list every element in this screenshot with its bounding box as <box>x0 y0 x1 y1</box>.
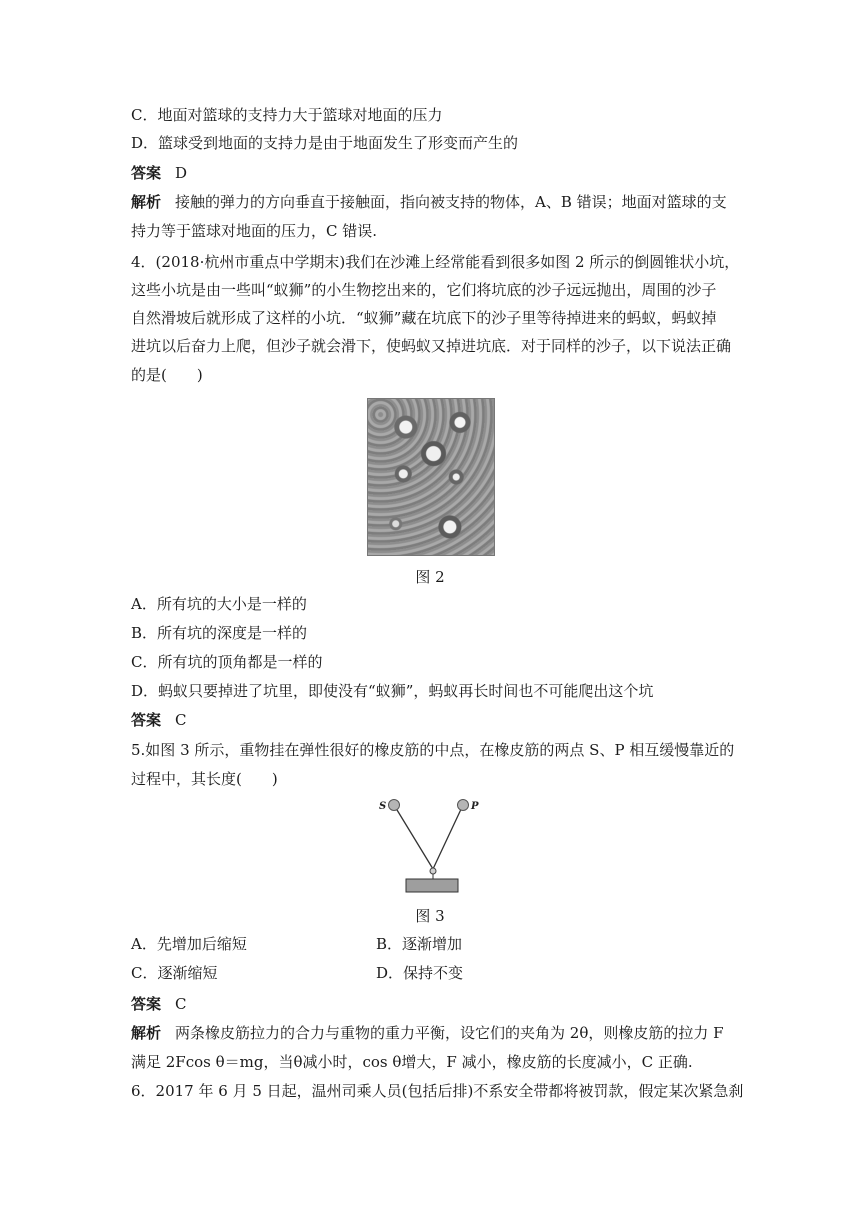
q4-option-d: D．蚂蚁只要掉进了坑里，即使没有“蚁狮”，蚂蚁再长时间也不可能爬出这个坑 <box>131 682 654 700</box>
q3-answer <box>131 162 187 184</box>
q5-stem-line1: 5.如图 3 所示，重物挂在弹性很好的橡皮筋的中点，在橡皮筋的两点 S、P 相互缓慢靠近的 <box>131 741 735 759</box>
q5-option-b: B．逐渐增加 <box>376 935 463 953</box>
point-p-circle <box>458 800 469 811</box>
rubber-band-left <box>394 805 433 869</box>
q5-stem-line2: 过程中，其长度( ) <box>131 770 278 788</box>
q5-option-d: D．保持不变 <box>376 964 464 982</box>
q5-option-c: C．逐渐缩短 <box>131 964 218 982</box>
answer-label: 答案 <box>131 995 162 1013</box>
label-p: P <box>471 801 479 812</box>
hook-circle <box>430 868 436 874</box>
answer-value: C <box>175 711 187 729</box>
q4-stem-line2: 这些小坑是由一些叫“蚁狮”的小生物挖出来的，它们将坑底的沙子远远抛出，周围的沙子 <box>131 281 717 299</box>
analysis-label: 解析 <box>131 1024 162 1042</box>
q4-stem-line3: 自然滑坡后就形成了这样的小坑．“蚁狮”藏在坑底下的沙子里等待掉进来的蚂蚁，蚂蚁掉 <box>131 309 717 327</box>
q4-stem-line1: 4．(2018·杭州市重点中学期末)我们在沙滩上经常能看到很多如图 2 所示的倒圆锥状小坑， <box>131 253 740 271</box>
q5-option-a: A．先增加后缩短 <box>131 935 247 953</box>
q4-stem-line5: 的是( ) <box>131 366 203 384</box>
answer-value: D <box>175 164 188 182</box>
analysis-text: 两条橡皮筋拉力的合力与重物的重力平衡，设它们的夹角为 2θ，则橡皮筋的拉力 F <box>175 1024 724 1042</box>
q3-analysis-line2: 持力等于篮球对地面的压力，C 错误. <box>131 222 378 240</box>
label-s: S <box>379 801 387 812</box>
q4-option-c: C．所有坑的顶角都是一样的 <box>131 653 323 671</box>
q5-analysis-line2: 满足 2Fcos θ＝mg，当θ减小时，cos θ增大，F 减小，橡皮筋的长度减小，C 正确. <box>131 1053 693 1071</box>
figure-3-caption: 图 3 <box>415 907 445 925</box>
q3-analysis-line1 <box>131 191 727 213</box>
q4-stem-line4: 进坑以后奋力上爬，但沙子就会滑下，使蚂蚁又掉进坑底．对于同样的沙子，以下说法正确 <box>131 337 732 355</box>
q4-option-a: A．所有坑的大小是一样的 <box>131 595 307 613</box>
answer-label: 答案 <box>131 164 162 182</box>
q5-answer <box>131 993 187 1015</box>
q5-analysis-line1 <box>131 1022 724 1044</box>
q4-answer <box>131 709 187 731</box>
rubber-band-right <box>433 805 463 869</box>
weight-block <box>406 879 458 892</box>
q6-stem-line1: 6．2017 年 6 月 5 日起，温州司乘人员(包括后排)不系安全带都将被罚款，假定某次紧急刹 <box>131 1082 744 1100</box>
q4-option-b: B．所有坑的深度是一样的 <box>131 624 308 642</box>
analysis-text: 接触的弹力的方向垂直于接触面，指向被支持的物体，A、B 错误；地面对篮球的支 <box>175 193 727 211</box>
answer-value: C <box>175 995 187 1013</box>
q3-option-d: D．篮球受到地面的支持力是由于地面发生了形变而产生的 <box>131 134 519 152</box>
sand-pits-photo <box>367 398 495 556</box>
analysis-label: 解析 <box>131 193 162 211</box>
point-s-circle <box>389 800 400 811</box>
figure-2-caption: 图 2 <box>415 568 445 586</box>
figure-3-diagram <box>360 793 500 897</box>
answer-label: 答案 <box>131 711 162 729</box>
q3-option-c: C．地面对篮球的支持力大于篮球对地面的压力 <box>131 106 443 124</box>
